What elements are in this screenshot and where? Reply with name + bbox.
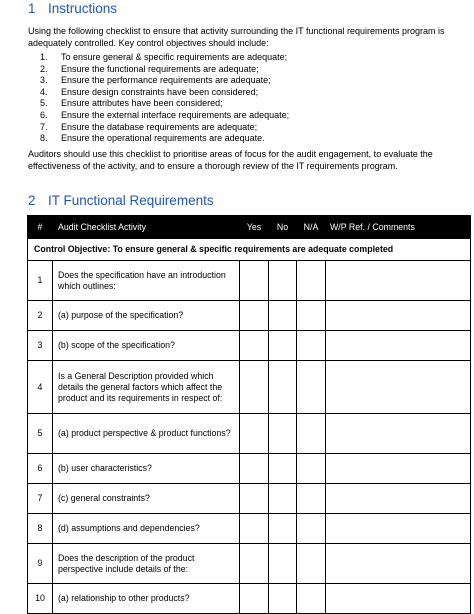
no-cell[interactable] — [269, 261, 297, 301]
na-cell[interactable] — [297, 484, 326, 514]
list-item: 5. Ensure attributes have been considered; — [40, 98, 223, 109]
yes-cell[interactable] — [240, 261, 269, 301]
yes-cell[interactable] — [240, 544, 269, 584]
row-activity: (b) user characteristics? — [53, 454, 240, 484]
comments-cell[interactable] — [326, 484, 471, 514]
no-cell[interactable] — [269, 544, 297, 584]
row-number: 9 — [28, 544, 53, 584]
list-item: 6. Ensure the external interface requirements are adequate; — [40, 109, 290, 120]
row-activity: (a) product perspective & product functions? — [53, 414, 240, 454]
list-item: 8. Ensure the operational requirements are adequate. — [40, 133, 265, 144]
table-row — [28, 414, 471, 454]
no-cell[interactable] — [269, 584, 297, 614]
table-row — [28, 301, 471, 331]
table-row — [28, 514, 471, 544]
no-cell[interactable] — [269, 301, 297, 331]
comments-cell[interactable] — [326, 454, 471, 484]
yes-cell[interactable] — [240, 331, 269, 361]
table-header-row — [28, 216, 471, 239]
row-number: 5 — [28, 414, 53, 454]
row-activity: (a) purpose of the specification? — [53, 301, 240, 331]
no-cell[interactable] — [269, 454, 297, 484]
control-objective-row — [28, 239, 471, 261]
row-activity: Is a General Description provided which details the general factors which affect the product and its requirements in respect of: — [53, 361, 240, 414]
row-number: 1 — [28, 261, 53, 301]
na-cell[interactable] — [297, 261, 326, 301]
header-yes: Yes — [240, 216, 269, 239]
no-cell[interactable] — [269, 331, 297, 361]
section-2-number: 2 — [28, 193, 36, 208]
na-cell[interactable] — [297, 414, 326, 454]
row-activity: (b) scope of the specification? — [53, 331, 240, 361]
list-item: 1. To ensure general & specific requirements are adequate; — [40, 52, 288, 62]
row-activity: (d) assumptions and dependencies? — [53, 514, 240, 544]
yes-cell[interactable] — [240, 361, 269, 414]
na-cell[interactable] — [297, 544, 326, 584]
section-1-title: Instructions — [48, 1, 118, 16]
na-cell[interactable] — [297, 331, 326, 361]
comments-cell[interactable] — [326, 544, 471, 584]
list-item: 4. Ensure design constraints have been considered; — [40, 86, 259, 97]
comments-cell[interactable] — [326, 414, 471, 454]
no-cell[interactable] — [269, 484, 297, 514]
yes-cell[interactable] — [240, 301, 269, 331]
row-number: 6 — [28, 454, 53, 484]
no-cell[interactable] — [269, 414, 297, 454]
comments-cell[interactable] — [326, 261, 471, 301]
na-cell[interactable] — [297, 361, 326, 414]
audit-checklist-table — [27, 215, 471, 614]
comments-cell[interactable] — [326, 301, 471, 331]
row-number: 2 — [28, 301, 53, 331]
instructions-closing: Auditors should use this checklist to prioritise areas of focus for the audit engagement, to evaluate the effectiveness of the activity, and to ensure a thorough review of the IT requirements program. — [28, 149, 433, 171]
table-row — [28, 261, 471, 301]
instructions-intro: Using the following checklist to ensure that activity surrounding the IT functional requirements program is adequately controlled. Key control objectives should include: — [28, 26, 445, 48]
section-1-heading — [28, 1, 117, 16]
list-item: 2. Ensure the functional requirements are adequate; — [40, 63, 259, 74]
yes-cell[interactable] — [240, 414, 269, 454]
comments-cell[interactable] — [326, 514, 471, 544]
section-1-number: 1 — [28, 1, 36, 16]
yes-cell[interactable] — [240, 514, 269, 544]
na-cell[interactable] — [297, 454, 326, 484]
header-na: N/A — [297, 216, 326, 239]
yes-cell[interactable] — [240, 454, 269, 484]
list-item: 7. Ensure the database requirements are adequate; — [40, 121, 258, 132]
control-objectives-list — [40, 52, 289, 145]
no-cell[interactable] — [269, 361, 297, 414]
table-row — [28, 484, 471, 514]
row-number: 3 — [28, 331, 53, 361]
row-number: 10 — [28, 584, 53, 614]
yes-cell[interactable] — [240, 484, 269, 514]
na-cell[interactable] — [297, 514, 326, 544]
table-row — [28, 361, 471, 414]
table-row — [28, 331, 471, 361]
row-number: 8 — [28, 514, 53, 544]
na-cell[interactable] — [297, 301, 326, 331]
header-activity: Audit Checklist Activity — [53, 216, 240, 239]
row-activity: (a) relationship to other products? — [53, 584, 240, 614]
yes-cell[interactable] — [240, 584, 269, 614]
row-activity: Does the description of the product perspective include details of the: — [53, 544, 240, 584]
row-number: 4 — [28, 361, 53, 414]
table-row — [28, 454, 471, 484]
section-2-heading — [28, 193, 214, 208]
comments-cell[interactable] — [326, 584, 471, 614]
list-item: 3. Ensure the performance requirements are adequate; — [40, 75, 271, 86]
header-comments: W/P Ref. / Comments — [326, 216, 471, 239]
row-number: 7 — [28, 484, 53, 514]
table-row — [28, 584, 471, 614]
comments-cell[interactable] — [326, 361, 471, 414]
header-no: No — [269, 216, 297, 239]
table-row — [28, 544, 471, 584]
comments-cell[interactable] — [326, 331, 471, 361]
row-activity: Does the specification have an introduction which outlines: — [53, 261, 240, 301]
control-objective-text: Control Objective: To ensure general & specific requirements are adequate completed — [28, 239, 471, 261]
no-cell[interactable] — [269, 514, 297, 544]
header-number: # — [28, 216, 53, 239]
row-activity: (c) general constraints? — [53, 484, 240, 514]
section-2-title: IT Functional Requirements — [48, 193, 214, 208]
na-cell[interactable] — [297, 584, 326, 614]
